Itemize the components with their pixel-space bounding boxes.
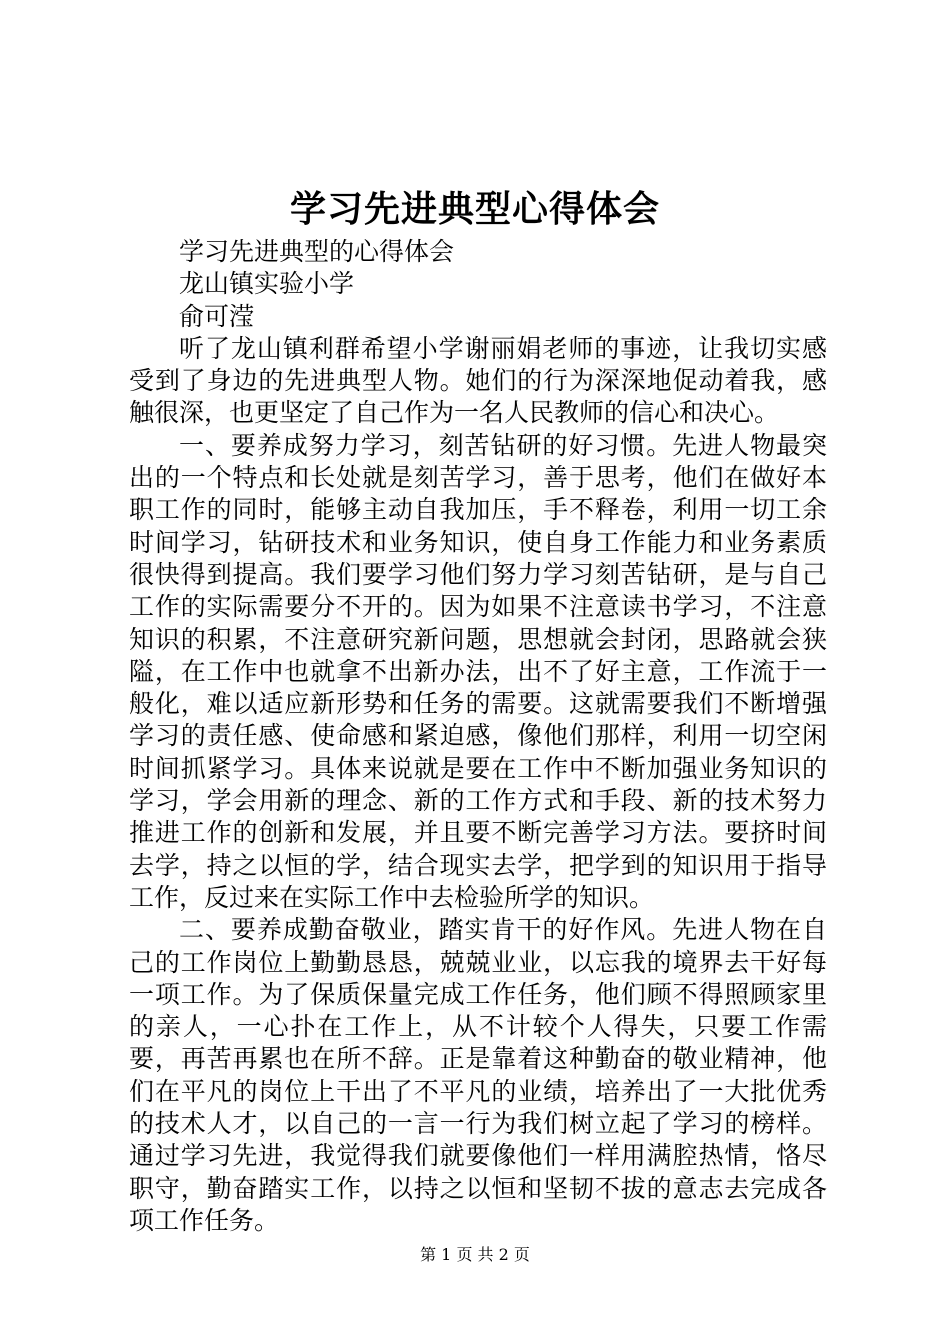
page-number-footer: 第 1 页 共 2 页 [420, 1245, 530, 1264]
document-title: 学习先进典型心得体会 [289, 188, 660, 230]
paragraph-intro: 听了龙山镇利群希望小学谢丽娟老师的事迹，让我切实感受到了身边的先进典型人物。她们的行为深深地促动着我，感触很深，也更坚定了自己作为一名人民教师的信心和决心。 [129, 333, 827, 428]
author-name: 俞可滢 [179, 301, 255, 331]
document-body [129, 236, 827, 1237]
paragraph-diligence: 二、要养成勤奋敬业，踏实肯干的好作风。先进人物在自己的工作岗位上勤勤恳恳，兢兢业业，以忘我的境界去干好每一项工作。为了保质保量完成工作任务，他们顾不得照顾家里的亲人，一心扑在工作上，从不计较个人得失，只要工作需要，再苦再累也在所不辞。正是靠着这种勤奋的敬业精神，他们在平凡的岗位上干出了不平凡的业绩，培养出了一大批优秀的技术人才，以自己的一言一行为我们树立起了学习的榜样。通过学习先进，我觉得我们就要像他们一样用满腔热情，恪尽职守，勤奋踏实工作，以持之以恒和坚韧不拔的意志去完成各项工作任务。 [129, 915, 827, 1235]
paragraph-study: 一、要养成努力学习，刻苦钻研的好习惯。先进人物最突出的一个特点和长处就是刻苦学习，善于思考，他们在做好本职工作的同时，能够主动自我加压，手不释卷，利用一切工余时间学习，钻研技术和业务知识，使自身工作能力和业务素质很快得到提高。我们要学习他们努力学习刻苦钻研，是与自己工作的实际需要分不开的。因为如果不注意读书学习，不注意知识的积累，不注意研究新问题，思想就会封闭，思路就会狭隘，在工作中也就拿不出新办法，出不了好主意，工作流于一般化，难以适应新形势和任务的需要。这就需要我们不断增强学习的责任感、使命感和紧迫感，像他们那样，利用一切空闲时间抓紧学习。具体来说就是要在工作中不断加强业务知识的学习，学会用新的理念、新的工作方式和手段、新的技术努力推进工作的创新和发展，并且要不断完善学习方法。要挤时间去学，持之以恒的学，结合现实去学，把学到的知识用于指导工作，反过来在实际工作中去检验所学的知识。 [129, 430, 827, 912]
school-name: 龙山镇实验小学 [179, 269, 355, 299]
document-subtitle: 学习先进典型的心得体会 [179, 237, 455, 266]
